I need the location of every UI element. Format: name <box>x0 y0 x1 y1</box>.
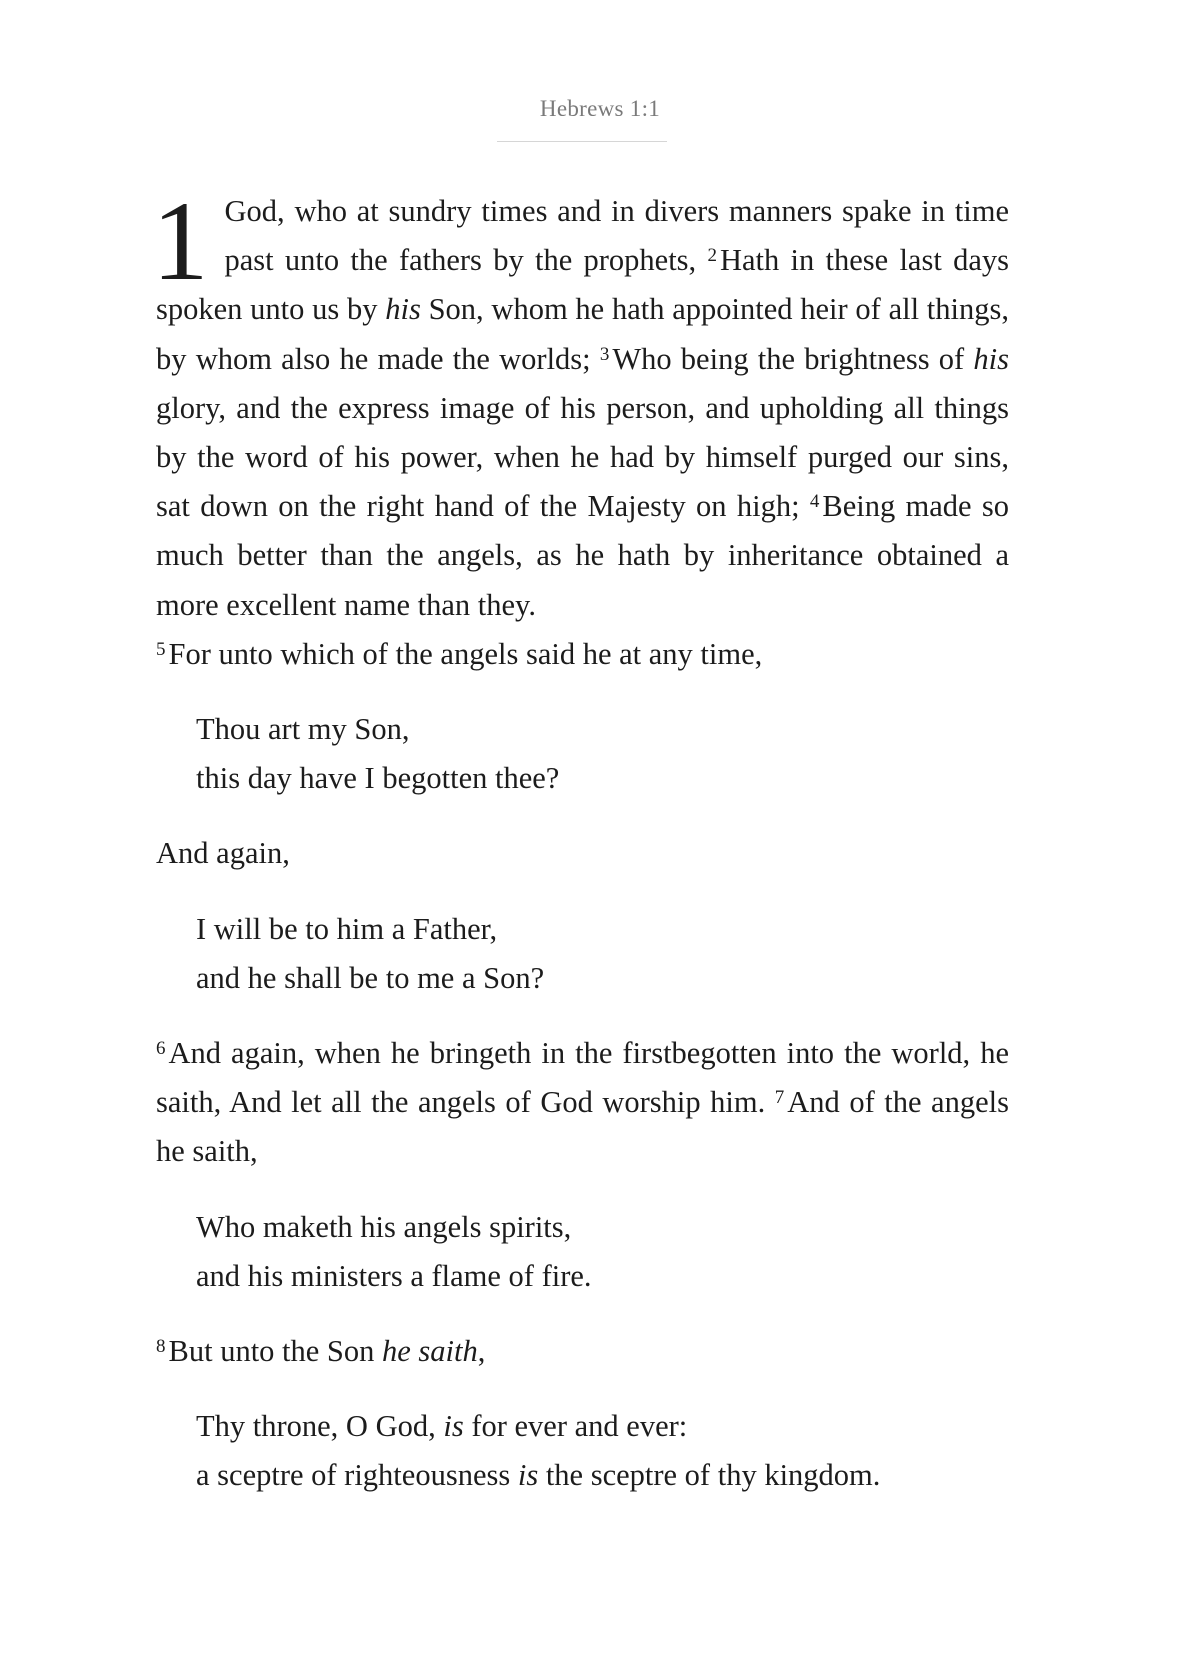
poetry-block-4 <box>196 1402 1009 1500</box>
verse-number-4: 4 <box>809 491 820 513</box>
paragraph-verses-6-7 <box>156 1029 1009 1177</box>
poetry-block-1 <box>196 705 1009 803</box>
verse-number-6: 6 <box>156 1038 166 1060</box>
verse-2-text: Hath in these last days spoken unto us by <box>156 243 1009 327</box>
chapter-number-drop-cap: 1 <box>152 179 209 304</box>
running-head: Hebrews 1:1 <box>539 96 661 121</box>
paragraph-verses-1-5 <box>152 179 1010 679</box>
paragraph-and-again: And again, <box>156 836 290 871</box>
verse-3-text: Who being the brightness of <box>612 341 974 376</box>
poetry-line <box>196 1402 1009 1451</box>
verse-5-text: For unto which of the angels said he at any time, <box>168 636 763 671</box>
poetry-line: I will be to him a Father, <box>196 911 498 946</box>
verse-1-text: God, who at sundry times and in divers manners spake in time past unto the fathers by the prophets, <box>224 194 1009 278</box>
verse-8-text-end: , <box>477 1334 486 1369</box>
verse-number-2: 2 <box>707 245 717 267</box>
verse-number-5: 5 <box>156 638 166 660</box>
chapter-body <box>152 179 1010 1527</box>
poetry-line: Thou art my Son, <box>196 712 410 747</box>
verse-2-italic: his <box>385 292 421 327</box>
verse-number-8: 8 <box>156 1336 166 1358</box>
poetry-italic: is <box>517 1458 539 1493</box>
poetry-text: for ever and ever: <box>463 1409 688 1444</box>
running-head-rule <box>497 141 667 142</box>
poetry-line <box>196 1451 1009 1500</box>
poetry-block-3 <box>196 1203 1009 1301</box>
paragraph-verse-8 <box>156 1327 1009 1376</box>
poetry-line: Who maketh his angels spirits, <box>196 1209 572 1244</box>
poetry-block-2 <box>196 905 1009 1003</box>
verse-8-italic: he saith <box>382 1334 478 1369</box>
verse-number-7: 7 <box>774 1087 785 1109</box>
poetry-line: this day have I begotten thee? <box>196 761 560 796</box>
verse-4-text: Being made so much better than the angels, as he hath by inheritance obtained a more excellent name than they. <box>156 489 1010 622</box>
poetry-italic: is <box>443 1409 464 1444</box>
verse-6-text: And again, when he bringeth in the firstbegotten into the world, he saith, And let all the angels of God worship him. <box>156 1036 1009 1120</box>
poetry-line: and his ministers a flame of fire. <box>196 1258 592 1293</box>
verse-2-text-cont: Son, whom he hath appointed heir of all things, by whom also he made the worlds; <box>156 292 1009 376</box>
verse-8-text: But unto the Son <box>168 1334 383 1369</box>
verse-3-text-cont: glory, and the express image of his person, and upholding all things by the word of his power, when he had by himself purged our sins, sat down on the right hand of the Majesty on high; <box>156 390 1009 524</box>
poetry-text: a sceptre of righteousness <box>196 1458 518 1493</box>
poetry-line: and he shall be to me a Son? <box>196 960 545 995</box>
poetry-text: the sceptre of thy kingdom. <box>538 1458 881 1493</box>
verse-7-text: And of the angels he saith, <box>156 1085 1009 1169</box>
verse-number-3: 3 <box>599 343 610 365</box>
poetry-text: Thy throne, O God, <box>196 1409 444 1444</box>
verse-3-italic: his <box>973 341 1009 376</box>
